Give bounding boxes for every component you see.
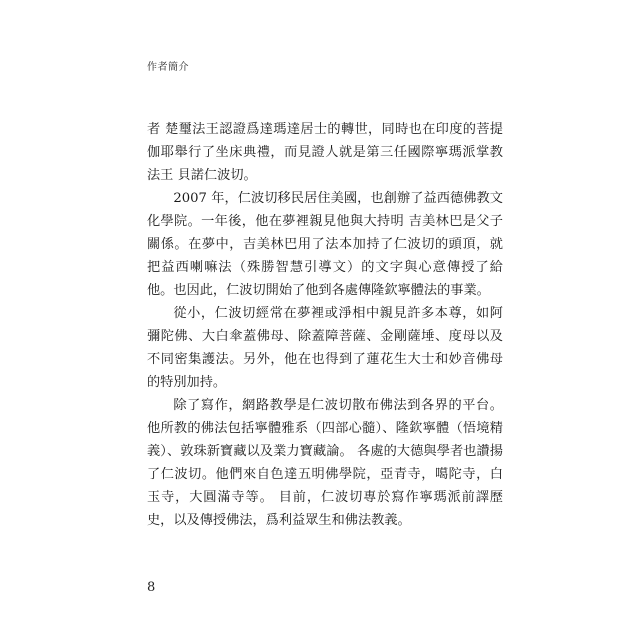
paragraph: 從小，仁波切經常在夢裡或淨相中親見許多本尊，如阿彌陀佛、大白傘蓋佛母、除蓋障菩薩、金剛薩埵、度母以及不同密集護法。另外，他在也得到了蓮花生大士和妙音佛母的特別加持。 <box>147 306 503 390</box>
paragraph: 除了寫作，網路教學是仁波切散布佛法到各界的平台。他所教的佛法包括寧體雅系（四部心髓）、隆欽寧體（悟境精義）、敦珠新寶藏以及業力寶藏論。 各處的大德與學者也讚揚了仁波切。他們來自色達五明佛學院，亞青寺，噶陀寺，白玉寺，大圓滿寺等。 目前，仁波切專於寫作寧瑪派前譯歷史，以及傳授佛法，爲利益眾生和佛法教義。 <box>147 398 503 528</box>
page-number: 8 <box>147 580 156 595</box>
paragraph: 2007 年，仁波切移民居住美國，也創辦了益西德佛教文化學院。一年後，他在夢裡親見他與大持明 吉美林巴是父子關係。在夢中，吉美林巴用了法本加持了仁波切的頭頂，就把益西喇嘛法（殊勝智慧引導文）的文字與心意傳授了給他。也因此，仁波切開始了他到各處傳隆欽寧體法的事業。 <box>147 191 503 298</box>
body-text <box>147 118 503 532</box>
running-header: 作者簡介 <box>147 62 189 73</box>
paragraph: 者 楚璽法王認證爲達瑪達居士的轉世，同時也在印度的菩提伽耶舉行了坐床典禮，而見證人就是第三任國際寧瑪派掌教法王 貝諾仁波切。 <box>147 122 503 183</box>
